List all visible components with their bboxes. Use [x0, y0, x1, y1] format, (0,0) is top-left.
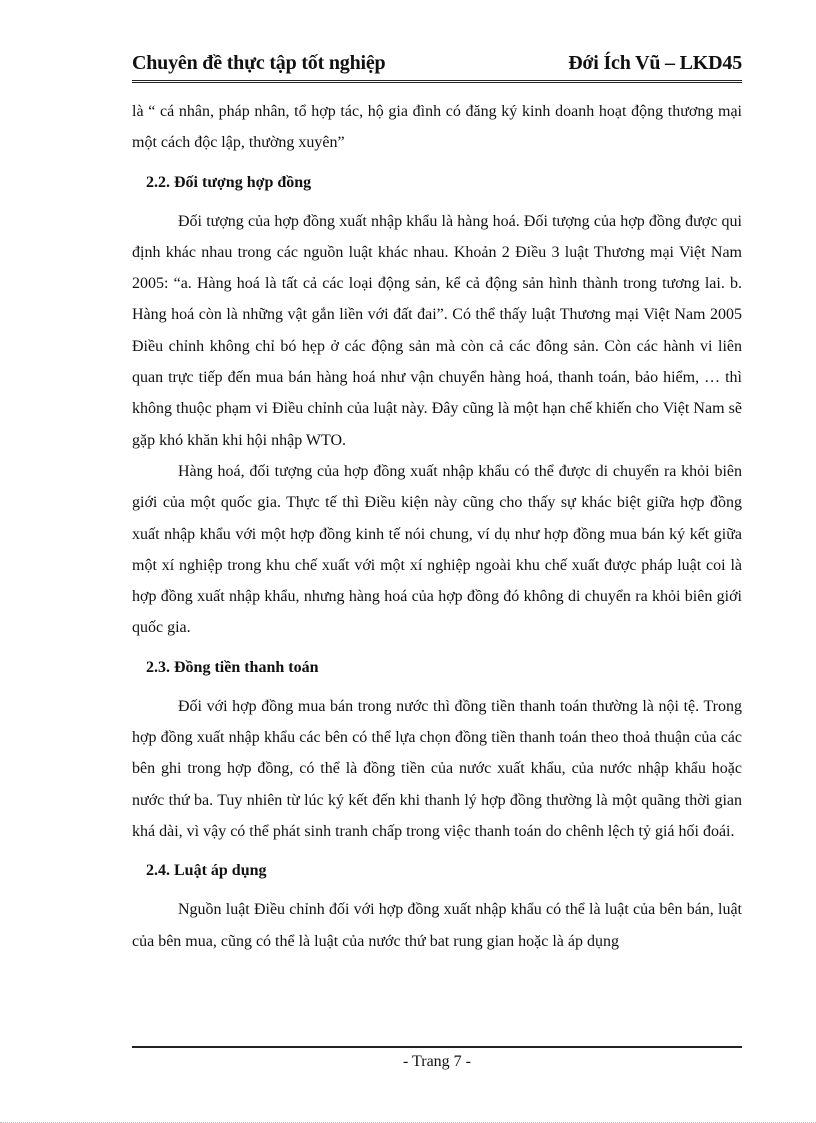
footer-divider: [132, 1046, 742, 1048]
heading-2-2: 2.2. Đối tượng hợp đồng: [146, 173, 312, 191]
heading-2-4: 2.4. Luật áp dụng: [146, 862, 267, 880]
paragraph-continuation: là “ cá nhân, pháp nhân, tổ hợp tác, hộ gia đình có đăng ký kinh doanh hoạt động thương mại một cách độc lập, thường xuyên”: [132, 103, 742, 152]
paragraph-subject: Đối tượng của hợp đồng xuất nhập khẩu là hàng hoá. Đối tượng của hợp đồng được qui định khác nhau trong các nguồn luật khác nhau. Khoản 2 Điều 3 luật Thương mại Việt Nam 2005: “a. Hàng hoá là tất cả các loại động sản, kể cả động sản hình thành trong tương lai. b. Hàng hoá còn là những vật gắn liền với đất đai”. Có thể thấy luật Thương mại Việt Nam 2005 Điều chỉnh không chỉ bó hẹp ở các động sản mà còn cả các đông sản. Còn các hành vi liên quan trực tiếp đến mua bán hàng hoá như vận chuyển hàng hoá, thanh toán, bảo hiểm, … thì không thuộc phạm vi Điều chỉnh của luật này. Đây cũng là một hạn chế khiến cho Việt Nam sẽ gặp khó khăn khi hội nhập WTO.: [132, 212, 742, 449]
page-number: - Trang 7 -: [402, 1053, 471, 1070]
paragraph-goods: Hàng hoá, đối tượng của hợp đồng xuất nhập khẩu có thể được di chuyển ra khỏi biên giới của một quốc gia. Thực tế thì Điều kiện này cũng cho thấy sự khác biệt giữa hợp đồng xuất nhập khẩu với một hợp đồng kinh tế nói chung, ví dụ như hợp đồng mua bán ký kết giữa một xí nghiệp trong khu chế xuất với một xí nghiệp ngoài khu chế xuất được pháp luật coi là hợp đồng xuất nhập khẩu, nhưng hàng hoá của hợp đồng đó không di chuyển ra khỏi biên giới quốc gia.: [132, 462, 742, 637]
page-header: [132, 50, 742, 83]
heading-2-3: 2.3. Đồng tiền thanh toán: [146, 658, 319, 676]
header-author: Đới Ích Vũ – LKD45: [568, 52, 742, 74]
paragraph-currency: Đối với hợp đồng mua bán trong nước thì đồng tiền thanh toán thường là nội tệ. Trong hợp đồng xuất nhập khẩu các bên có thể lựa chọn đồng tiền thanh toán theo thoả thuận của các bên ghi trong hợp đồng, có thể là đồng tiền của nước xuất khẩu, của nước nhập khẩu hoặc nước thứ ba. Tuy nhiên từ lúc ký kết đến khi thanh lý hợp đồng thường là một quãng thời gian khá dài, vì vậy có thể phát sinh tranh chấp trong việc thanh toán do chênh lệch tỷ giá hối đoái.: [132, 697, 742, 840]
document-body: [132, 96, 742, 957]
paragraph-law: Nguồn luật Điều chỉnh đối với hợp đồng xuất nhập khẩu có thể là luật của bên bán, luật của bên mua, cũng có thể là luật của nước thứ bat rung gian hoặc là áp dụng: [132, 901, 742, 950]
header-title: Chuyên đề thực tập tốt nghiệp: [132, 52, 386, 74]
